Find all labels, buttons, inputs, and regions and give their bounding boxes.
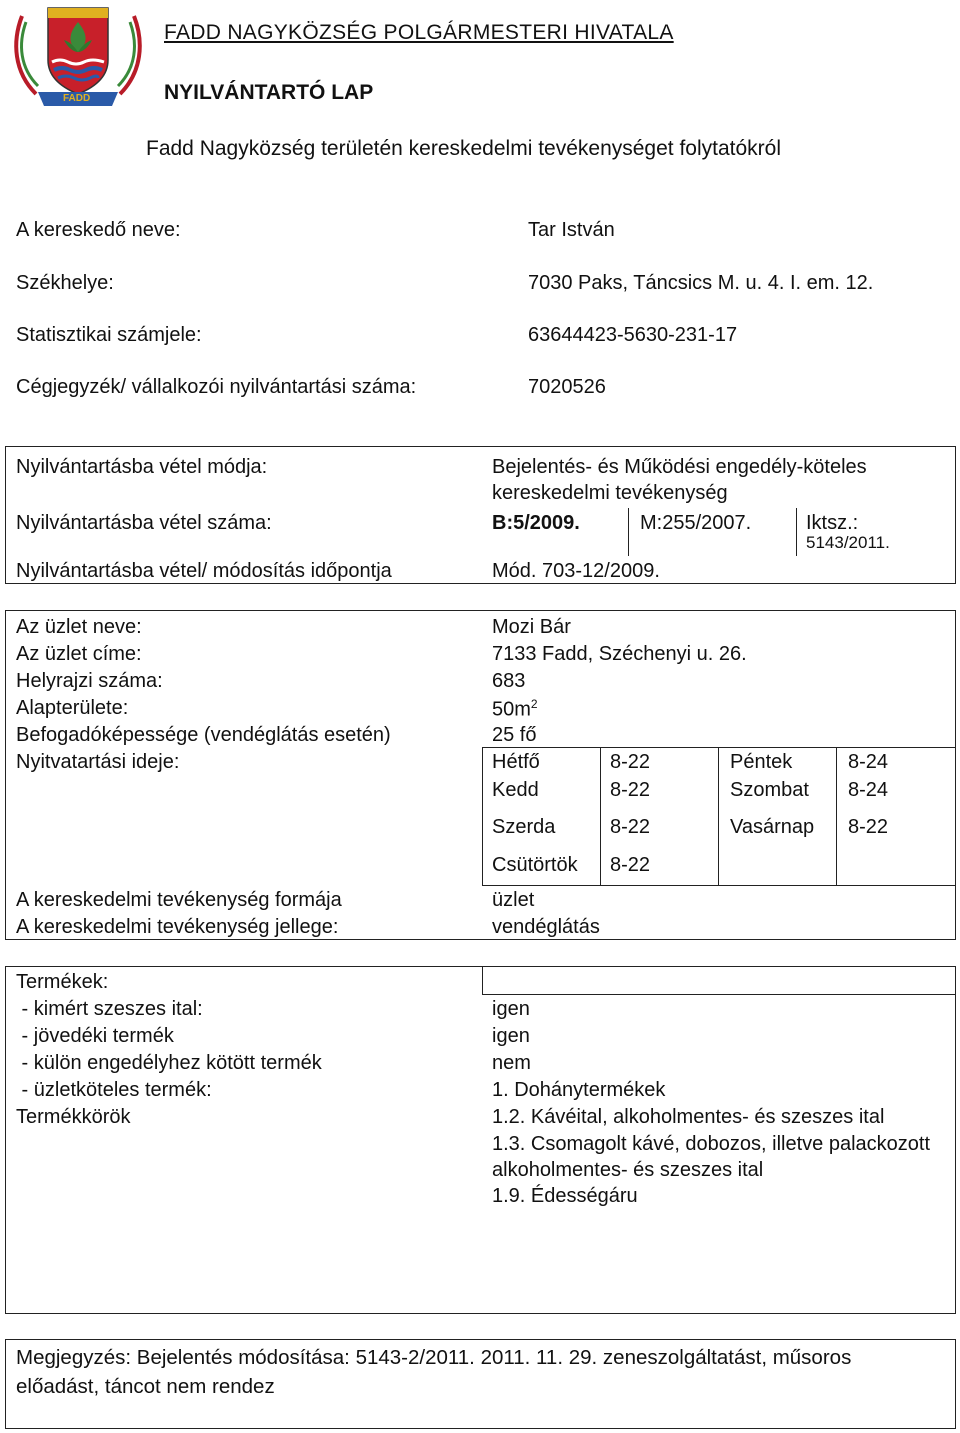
hours-time-thursday: 8-22 [610, 854, 651, 876]
floor-area-number: 50m [492, 698, 531, 721]
shop-address-value: 7133 Fadd, Széchenyi u. 26. [492, 643, 747, 665]
shop-address-label: Az üzlet címe: [16, 643, 142, 665]
shop-hours-row-line [482, 885, 955, 886]
activity-type-value: vendéglátás [492, 916, 600, 938]
seat-value: 7030 Paks, Táncsics M. u. 4. I. em. 12. [528, 272, 874, 294]
shop-hours-top-line [482, 747, 955, 748]
registry-value: 7020526 [528, 376, 606, 398]
capacity-value: 25 fő [492, 724, 537, 746]
reg-mode-label: Nyilvántartásba vétel módja: [16, 456, 268, 478]
hours-time-sunday: 8-22 [848, 816, 889, 838]
iktsz-value: 5143/2011. [806, 533, 890, 552]
hours-time-monday: 8-22 [610, 751, 651, 773]
shop-hours-col-divider-2 [600, 747, 601, 885]
product-group-item: 1.9. Édességáru [492, 1185, 638, 1207]
office-name: FADD NAGYKÖZSÉG POLGÁRMESTERI HIVATALA [164, 21, 674, 44]
registration-divider-m [796, 508, 797, 556]
shop-hours-col-divider-1 [482, 747, 483, 885]
reg-date-value: Mód. 703-12/2009. [492, 560, 660, 582]
shopbound-value: 1. Dohánytermékek [492, 1079, 666, 1101]
crest-label: FADD [63, 93, 91, 104]
shop-hours-col-divider-3 [718, 747, 719, 885]
shop-name-value: Mozi Bár [492, 616, 571, 638]
product-group-item: 1.3. Csomagolt kávé, dobozos, illetve palackozott [492, 1133, 931, 1155]
registry-label: Cégjegyzék/ vállalkozói nyilvántartási száma: [16, 376, 417, 398]
activity-type-label: A kereskedelmi tevékenység jellege: [16, 916, 339, 938]
capacity-label: Befogadóképessége (vendéglátás esetén) [16, 724, 391, 746]
notes-line-2: előadást, táncot nem rendez [16, 1375, 275, 1398]
hours-day-saturday: Szombat [730, 779, 809, 801]
permit-value: nem [492, 1052, 531, 1074]
hours-time-wednesday: 8-22 [610, 816, 651, 838]
product-groups-label: Termékkörök [16, 1106, 131, 1128]
hours-time-saturday: 8-24 [848, 779, 889, 801]
floor-area-label: Alapterülete: [16, 697, 129, 719]
shopbound-label: - üzletköteles termék: [16, 1079, 212, 1101]
excise-label: - jövedéki termék [16, 1025, 174, 1047]
excise-value: igen [492, 1025, 530, 1047]
hours-day-monday: Hétfő [492, 751, 540, 773]
reg-number-b: B:5/2009. [492, 512, 580, 534]
product-group-item: 1.2. Kávéital, alkoholmentes- és szeszes ital [492, 1106, 885, 1128]
reg-number-m: M:255/2007. [640, 512, 752, 534]
activity-form-label: A kereskedelmi tevékenység formája [16, 889, 342, 911]
hours-day-sunday: Vasárnap [730, 816, 815, 838]
lot-number-label: Helyrajzi száma: [16, 670, 163, 692]
products-header-line [482, 994, 955, 995]
lot-number-value: 683 [492, 670, 526, 692]
alcohol-label: - kimért szeszes ital: [16, 998, 203, 1020]
reg-mode-value-2: kereskedelmi tevékenység [492, 482, 728, 504]
product-group-item: alkoholmentes- és szeszes ital [492, 1159, 764, 1181]
registration-divider-b [628, 508, 629, 556]
stat-value: 63644423-5630-231-17 [528, 324, 738, 346]
hours-time-friday: 8-24 [848, 751, 889, 773]
hours-time-tuesday: 8-22 [610, 779, 651, 801]
iktsz-label: Iktsz.: [806, 512, 859, 534]
shop-name-label: Az üzlet neve: [16, 616, 142, 638]
hours-day-wednesday: Szerda [492, 816, 556, 838]
floor-area-unit-exponent: 2 [530, 697, 538, 711]
hours-day-tuesday: Kedd [492, 779, 539, 801]
hours-day-thursday: Csütörtök [492, 854, 578, 876]
stat-label: Statisztikai számjele: [16, 324, 202, 346]
opening-hours-label: Nyitvatartási ideje: [16, 751, 180, 773]
alcohol-value: igen [492, 998, 530, 1020]
shop-hours-col-divider-4 [836, 747, 837, 885]
reg-number-label: Nyilvántartásba vétel száma: [16, 512, 272, 534]
merchant-name-label: A kereskedő neve: [16, 219, 181, 241]
products-col-divider [482, 966, 483, 994]
reg-mode-value-1: Bejelentés- és Működési engedély-köteles [492, 456, 867, 478]
products-title: Termékek: [16, 971, 109, 993]
document-subtitle: Fadd Nagyközség területén kereskedelmi tevékenységet folytatókról [146, 137, 782, 160]
hours-day-friday: Péntek [730, 751, 793, 773]
reg-date-label: Nyilvántartásba vétel/ módosítás időpontja [16, 560, 392, 582]
seat-label: Székhelye: [16, 272, 114, 294]
activity-form-value: üzlet [492, 889, 535, 911]
floor-area-value [492, 698, 538, 720]
fadd-coat-of-arms [8, 2, 148, 110]
document-title: NYILVÁNTARTÓ LAP [164, 81, 374, 104]
notes-line-1: Megjegyzés: Bejelentés módosítása: 5143-2/2011. 2011. 11. 29. zeneszolgáltatást, műsoros [16, 1346, 852, 1369]
merchant-name-value: Tar István [528, 219, 615, 241]
permit-label: - külön engedélyhez kötött termék [16, 1052, 322, 1074]
